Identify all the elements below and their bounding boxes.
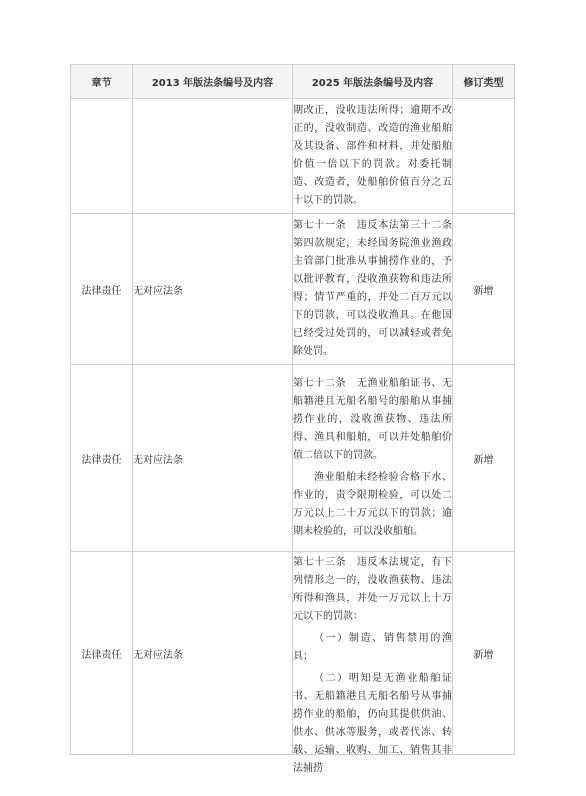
- table-row: [71, 99, 515, 214]
- article-paragraph: 第七十二条 无渔业船舶证书、无船籍港且无船名船号的船舶从事捕捞作业的，没收渔获物、违法所得、渔具和船舶，可以并处船舶价值二倍以下的罚款。: [293, 378, 452, 461]
- table-row: [71, 214, 515, 365]
- article-paragraph: 渔业船舶未经检验合格下水、作业的，责令限期检验，可以处二万元以上二十万元以下的罚款；逾期未检验的，可以没收船舶。: [293, 472, 452, 537]
- section-cell: [71, 99, 133, 214]
- table-row: [71, 552, 515, 755]
- new-article-cell: [293, 214, 453, 365]
- law-comparison-table: [70, 64, 515, 774]
- header-section: 章节: [71, 65, 133, 99]
- table-header-row: [71, 65, 515, 99]
- section-cell: 法律责任: [71, 552, 133, 755]
- old-article-cell: 无对应法条: [133, 552, 293, 755]
- section-cell: 法律责任: [71, 365, 133, 552]
- revision-type-cell: 新增: [453, 365, 515, 552]
- article-text-clip: [293, 554, 452, 774]
- old-article-cell: 无对应法条: [133, 214, 293, 365]
- new-article-cell: [293, 552, 453, 774]
- old-article-cell: [133, 99, 293, 214]
- article-paragraph: 第七十一条 违反本法第三十二条第四款规定，未经国务院渔业渔政主管部门批准从事捕捞作业的，予以批评教育，没收渔获物和违法所得；情节严重的，并处二百万元以下的罚款，可以没收渔具。在他国已经受过处罚的，可以减轻或者免除处罚。: [293, 220, 452, 357]
- table-row: [71, 365, 515, 552]
- header-2013-article: 2013 年版法条编号及内容: [133, 65, 293, 99]
- revision-type-cell: 新增: [453, 552, 515, 755]
- header-2025-article: 2025 年版法条编号及内容: [293, 65, 453, 99]
- article-paragraph: 第七十三条 违反本法规定，有下列情形之一的，没收渔获物、违法所得和渔具，并处一万元以上十万元以下的罚款：: [293, 557, 452, 622]
- new-article-cell: [293, 365, 453, 552]
- article-paragraph: （二）明知是无渔业船舶证书、无船籍港且无船名船号从事捕捞作业的船舶，仍向其提供供油、供水、供冰等服务，或者代冻、转载、运输、收购、加工、销售其非法捕捞: [293, 673, 452, 774]
- old-article-cell: 无对应法条: [133, 365, 293, 552]
- revision-type-cell: [453, 99, 515, 214]
- article-paragraph: （一）制造、销售禁用的渔具；: [293, 633, 452, 662]
- new-article-cell: [293, 99, 453, 214]
- header-revision-type: 修订类型: [453, 65, 515, 99]
- article-paragraph: 期改正，没收违法所得；逾期不改正的，没收制造、改造的渔业船舶及其设备、部件和材料，并处船舶价值一倍以下的罚款。对委托制造、改造者，处船舶价值百分之五十以下的罚款。: [293, 105, 452, 206]
- revision-type-cell: 新增: [453, 214, 515, 365]
- section-cell: 法律责任: [71, 214, 133, 365]
